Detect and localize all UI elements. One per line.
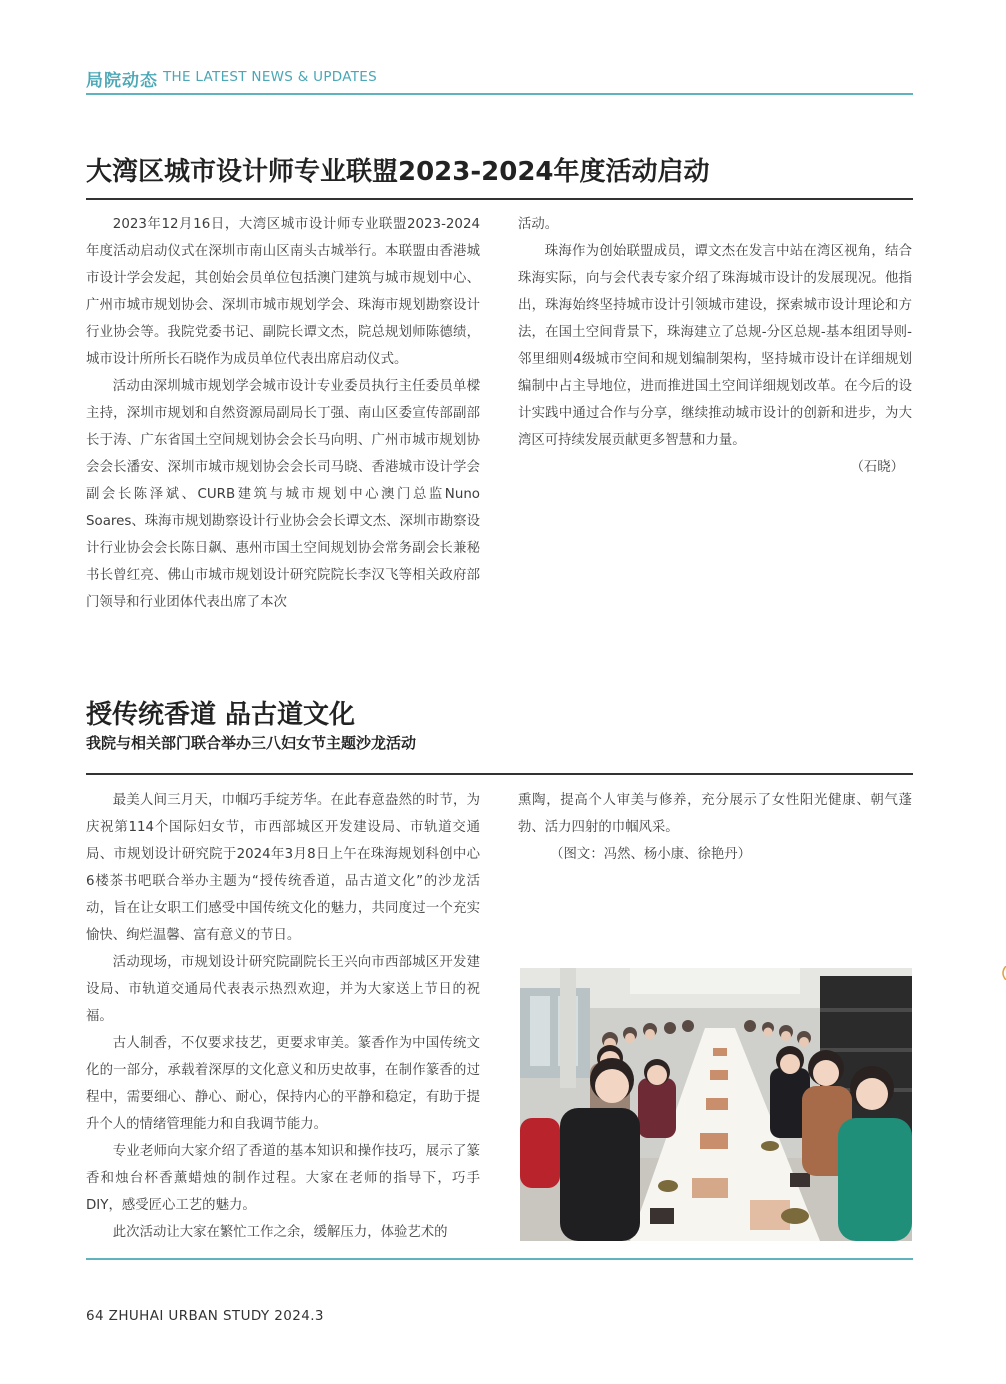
article1-paragraph: 活动由深圳城市规划学会城市设计专业委员执行主任委员单樑主持，深圳市规划和自然资源局副局长丁强、南山区委宣传部副部长于涛、广东省国土空间规划协会会长马向明、广州市城市规划协会会长潘安、深圳市城市规划协会会长司马晓、香港城市设计学会副会长陈泽斌、CURB建筑与城市规划中心澳门总监Nuno Soares、珠海市规划勘察设计行业协会会长谭文杰、深圳市勘察设计行业协会会长陈日飙、惠州市国土空间规划协会常务副会长兼秘书长曾红亮、佛山市城市规划设计研究院院长李汉飞等相关政府部门领导和行业团体代表出席了本次	[86, 379, 480, 610]
article2-subtitle: 我院与相关部门联合举办三八妇女节主题沙龙活动	[86, 734, 417, 752]
footer-rule	[86, 1258, 913, 1260]
section-title-en: THE LATEST NEWS & UPDATES	[163, 69, 377, 85]
article1-title: 大湾区城市设计师专业联盟2023-2024年度活动启动	[86, 157, 710, 187]
article2-rule	[86, 773, 913, 775]
article2-paragraph: 此次活动让大家在繁忙工作之余，缓解压力，体验艺术的	[112, 1225, 448, 1240]
article2-paragraph: 活动现场，市规划设计研究院副院长王兴向市西部城区开发建设局、市轨道交通局代表表示热烈欢迎，并为大家送上节日的祝福。	[86, 955, 480, 1024]
page-footer: 64 ZHUHAI URBAN STUDY 2024.3	[86, 1308, 324, 1324]
article2-title: 授传统香道 品古道文化	[86, 700, 356, 730]
article2-paragraph: 最美人间三月天，巾帼巧手绽芳华。在此春意盎然的时节，为庆祝第114个国际妇女节，市西部城区开发建设局、市轨道交通局、市规划设计研究院于2024年3月8日上午在珠海规划科创中心6楼茶书吧联合举办主题为“授传统香道，品古道文化”的沙龙活动，旨在让女职工们感受中国传统文化的魅力，共同度过一个充实愉快、绚烂温馨、富有意义的节日。	[86, 793, 480, 943]
event-photo	[520, 968, 912, 1241]
header-rule	[86, 93, 913, 95]
event-photo-illustration	[520, 968, 912, 1241]
article1-paragraph: 2023年12月16日，大湾区城市设计师专业联盟2023-2024年度活动启动仪式在深圳市南山区南头古城举行。本联盟由香港城市设计学会发起，其创始会员单位包括澳门建筑与城市规划中心、广州市城市规划协会、深圳市城市规划学会、珠海市规划勘察设计行业协会等。我院党委书记、副院长谭文杰，院总规划师陈德绩，城市设计所所长石晓作为成员单位代表出席启动仪式。	[86, 217, 480, 367]
article2-right-column	[518, 787, 912, 868]
article2-paragraph: 专业老师向大家介绍了香道的基本知识和操作技巧，展示了篆香和烛台杯香薰蜡烛的制作过程。大家在老师的指导下，巧手DIY，感受匠心工艺的魅力。	[86, 1144, 480, 1213]
article1-left-column	[86, 211, 480, 616]
article2-paragraph: 古人制香，不仅要求技艺，更要求审美。篆香作为中国传统文化的一部分，承载着深厚的文化意义和历史故事，在制作篆香的过程中，需要细心、静心、耐心，保持内心的平静和稳定，有助于提升个人的情绪管理能力和自我调节能力。	[86, 1036, 480, 1132]
article1-paragraph: 珠海作为创始联盟成员，谭文杰在发言中站在湾区视角，结合珠海实际，向与会代表专家介绍了珠海城市设计的发展现况。他指出，珠海始终坚持城市设计引领城市建设，探索城市设计理论和方法，在国土空间背景下，珠海建立了总规-分区总规-基本组团导则-邻里细则4级城市空间和规划编制架构，坚持城市设计在详细规划编制中占主导地位，进而推进国土空间详细规划改革。在今后的设计实践中通过合作与分享，继续推动城市设计的创新和进步，为大湾区可持续发展贡献更多智慧和力量。	[518, 244, 912, 448]
article2-credit: （图文：冯然、杨小康、徐艳丹）	[550, 847, 752, 862]
article1-right-column	[518, 211, 912, 481]
article2-left-column	[86, 787, 480, 1246]
article2-continuation: 熏陶，提高个人审美与修养，充分展示了女性阳光健康、朝气蓬勃、活力四射的巾帼风采。	[518, 793, 912, 835]
article1-rule	[86, 198, 913, 200]
article1-author: （石晓）	[850, 460, 904, 475]
side-edge-mark	[998, 965, 1006, 979]
section-title-cn: 局院动态	[86, 71, 158, 91]
article1-continuation: 活动。	[518, 217, 559, 232]
